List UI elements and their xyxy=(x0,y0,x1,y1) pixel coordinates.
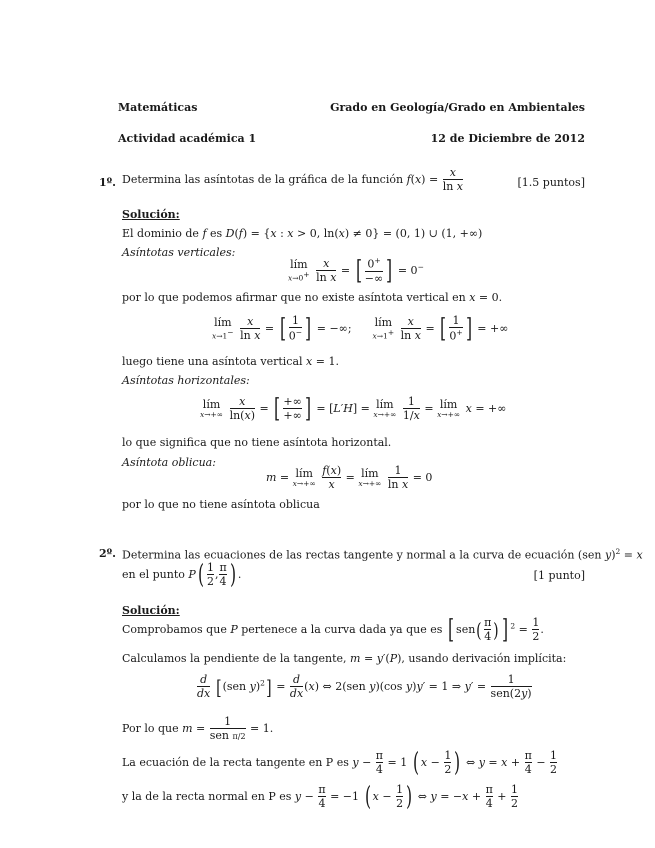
problem2-tangent: La ecuación de la recta tangente en P es y − $\frac{\pi}{4}$ = 1 ( x − $\frac{1}{2}$ ) ⇔ y = x + $\frac{\pi}{4}$ − $\frac{1}{2}$ xyxy=(122,748,558,779)
problem1-text-v2: luego tiene una asíntota vertical x = 1. xyxy=(122,355,339,368)
problem1-domain: El dominio de f es D(f) = {x : x > 0, ln(x) ≠ 0} = (0, 1) ∪ (1, +∞) xyxy=(122,227,483,240)
problem1-text-v1: por lo que podemos afirmar que no existe asíntota vertical en x = 0. xyxy=(122,291,503,304)
problem2-points: [1 punto] xyxy=(533,569,585,582)
problem2-slope-intro: Calculamos la pendiente de la tangente, m = y′(P), usando derivación implícita: xyxy=(122,652,567,665)
problem1-vertical-label: Asíntotas verticales: xyxy=(122,246,236,259)
problem1-eq-v2: lím x→1− $\frac{x}{\text{ln x}}$ = [ $\frac{1}{0^-}$ ] = −∞; lím x→1+ $\frac{x}{\text{ln x}}$ = [ $\frac{1}{0^+}$ ] = +∞ xyxy=(212,313,509,344)
problem2-check: Comprobamos que P pertenece a la curva dada ya que es [ sen( $\frac{\pi}{4}$ ) ] $^2$ = $\frac{1}{2}$ . xyxy=(122,615,544,646)
problem1-statement: Determina las asíntotas de la gráfica de la función f(x) = $\frac{x}{\text{ln x}}$ xyxy=(122,166,464,194)
header-date: 12 de Diciembre de 2012 xyxy=(430,132,585,145)
problem1-text-h: lo que significa que no tiene asíntota horizontal. xyxy=(122,436,392,449)
problem1-points: [1.5 puntos] xyxy=(517,176,585,189)
problem1-number: 1º. xyxy=(99,176,116,189)
problem2-eq-deriv: $\frac{d}{dx}$ [(sen y)$^2$] = $\frac{d}{dx}$ (x) ⇔ 2(sen y)(cos y)y′ = 1 ⇒ y′ = $\frac{1}{\text{sen(2y)}}$ xyxy=(197,673,532,701)
problem1-horizontal-label: Asíntotas horizontales: xyxy=(122,374,250,387)
header-subject: Matemáticas xyxy=(118,101,198,114)
problem1-eq-h: lím x→+∞ $\frac{x}{\ln(x)}$ = [ $\frac{+\infty}{+\infty}$ ] = [L′H] = lím x→+∞ $\frac{1}{1/x}$ = lím x→+∞ x = +∞ xyxy=(200,394,507,425)
problem2-statement-l2: en el punto P( $\frac{1}{2}$ , $\frac{\pi}{4}$ ) . xyxy=(122,560,242,591)
problem1-eq-v1: lím x→0+ $\frac{x}{\text{ln x}}$ = [ $\frac{0^+}{-\infty}$ ] = 0− xyxy=(288,255,424,286)
problem2-solution-label: Solución: xyxy=(122,604,180,617)
header-degree: Grado en Geología/Grado en Ambientales xyxy=(330,101,585,114)
problem1-oblique-label: Asíntota oblicua: xyxy=(122,456,216,469)
problem1-eq-o: m = lím x→+∞ $\frac{f(x)}{x}$ = lím x→+∞ $\frac{1}{\text{ln x}}$ = 0 xyxy=(266,464,433,492)
problem2-normal: y la de la recta normal en P es y − $\frac{\pi}{4}$ = −1 ( x − $\frac{1}{2}$ ) ⇔ y = −x + $\frac{\pi}{4}$ + $\frac{1}{2}$ xyxy=(122,782,519,813)
problem1-text-o: por lo que no tiene asíntota oblicua xyxy=(122,498,320,511)
problem2-slope-result: Por lo que m = $\frac{1}{\text{sen π/2}}$ = 1. xyxy=(122,715,274,743)
problem2-number: 2º. xyxy=(99,547,116,560)
problem1-solution-label: Solución: xyxy=(122,208,180,221)
header-activity: Actividad académica 1 xyxy=(118,132,257,145)
problem2-statement-l1: Determina las ecuaciones de las rectas tangente y normal a la curva de ecuación (sen y)$^2$ = x xyxy=(122,547,643,562)
